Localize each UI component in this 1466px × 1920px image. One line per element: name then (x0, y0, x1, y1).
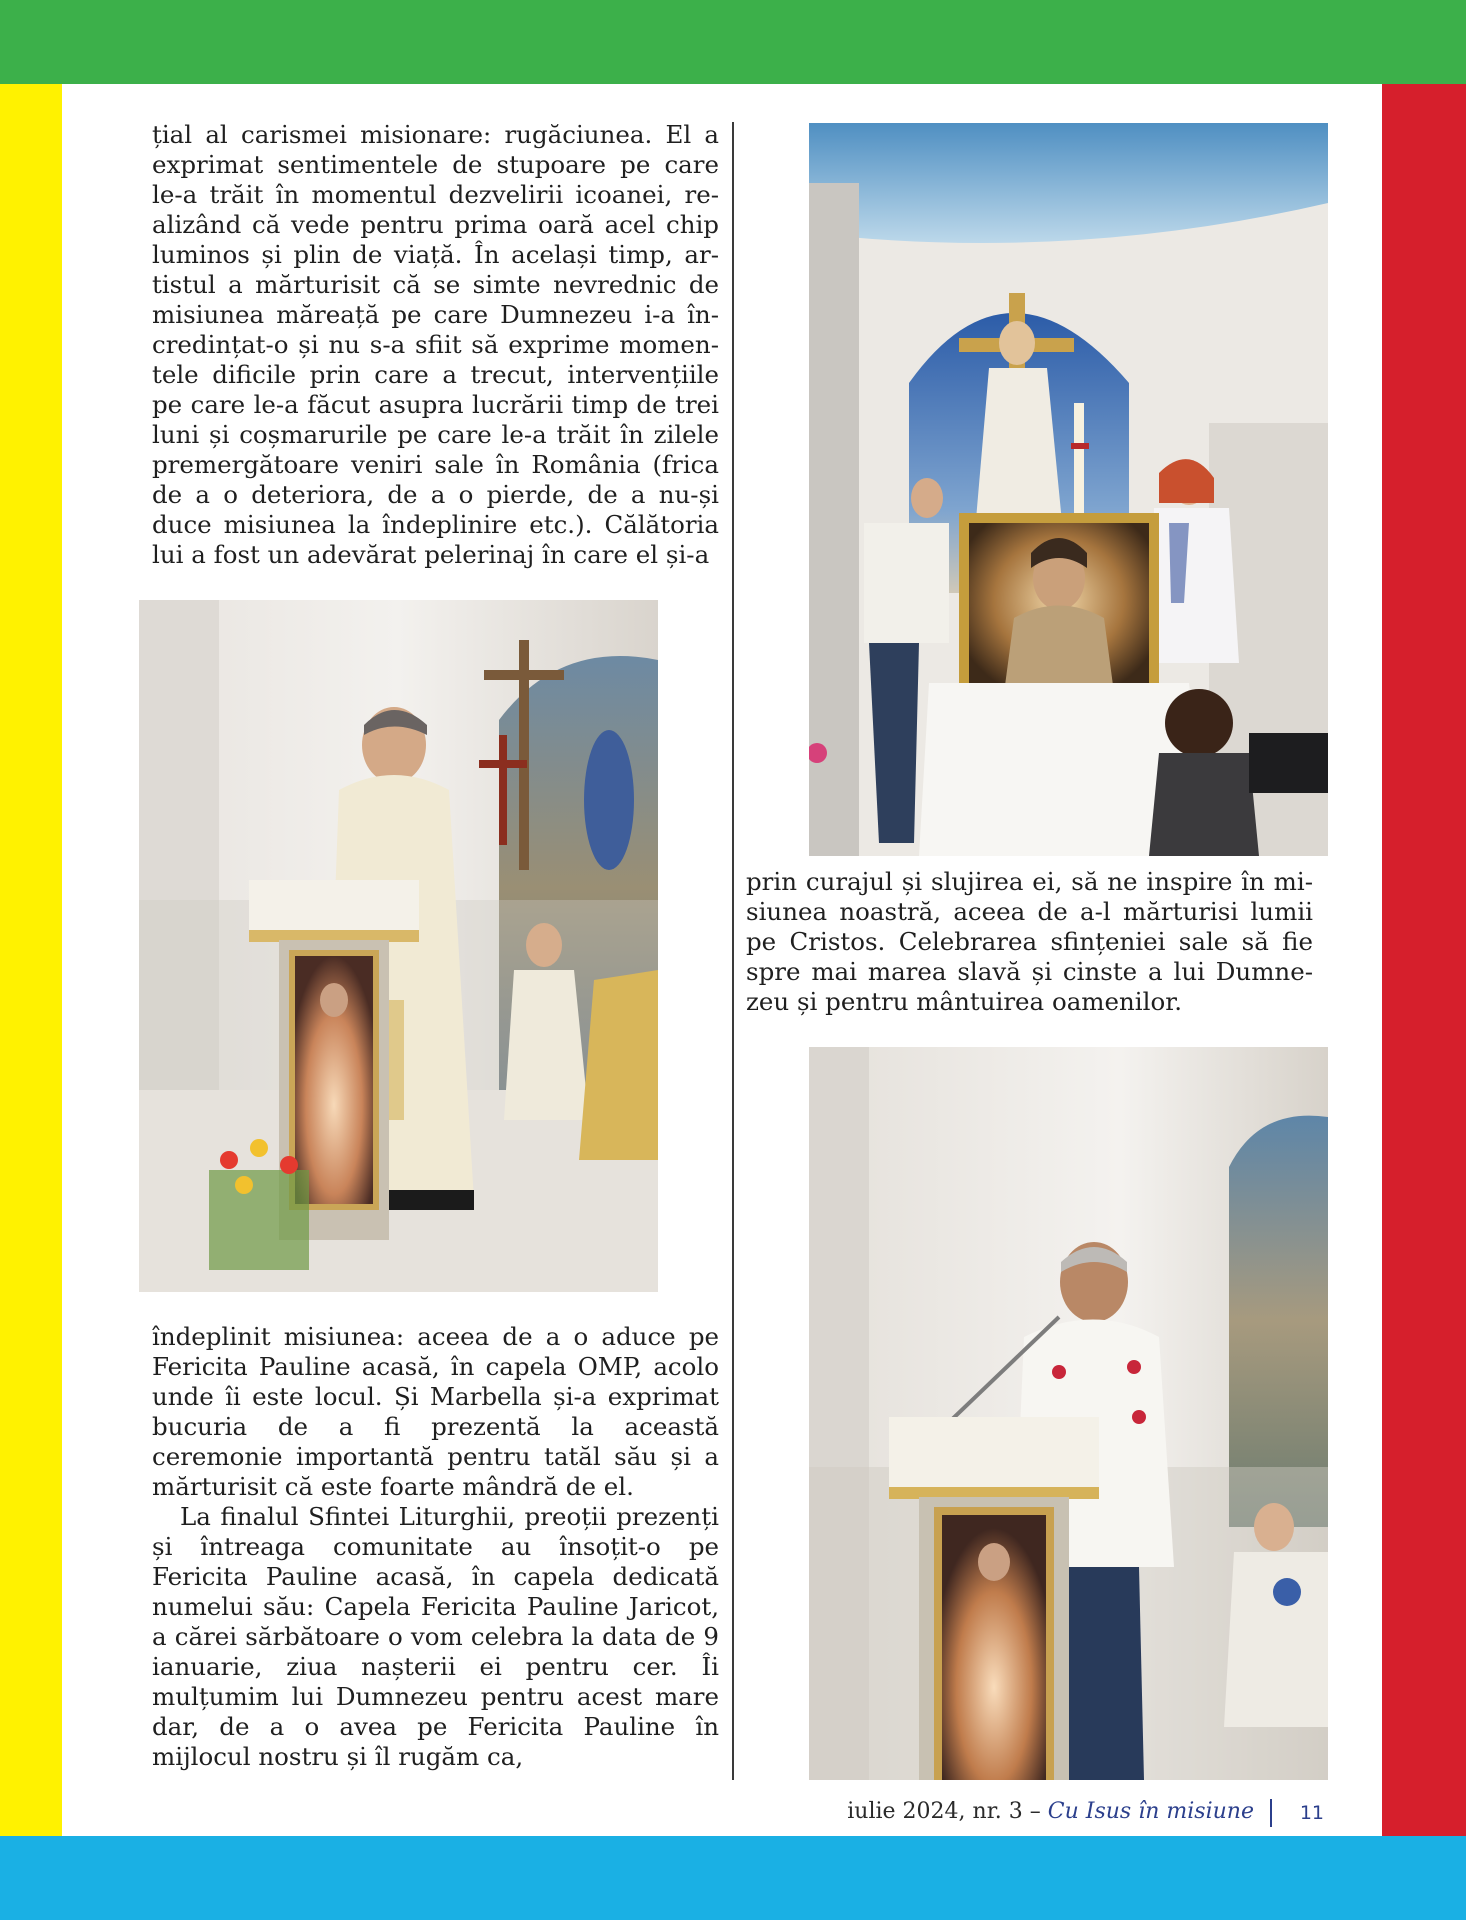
column-divider (732, 122, 734, 1780)
article-text-block-1 (152, 120, 719, 570)
article-text-block-2 (152, 1322, 719, 1772)
page-footer (780, 1797, 1326, 1831)
bottom-color-band (0, 1836, 1466, 1920)
paragraph: prin curajul și slujirea ei, să ne inspire în misiunea noastră, aceea de a-l mărturisi lumii pe Cristos. Celebrarea sfințeniei sale să fie spre mai marea slavă și cinste a lui Dumnezeu și pentru mântuirea oamenilor. (746, 867, 1313, 1016)
page-number: 11 (1299, 1802, 1324, 1824)
right-color-band (1382, 84, 1466, 1836)
paragraph: La finalul Sfintei Liturghii, preoții prezenți și întreaga comunitate au însoțit-o pe Fericita Pauline acasă, în capela dedicată numelui său: Capela Fericita Pauline Jaricot, a cărei sărbătoare o vom celebra la data de 9 ianuarie, ziua nașterii ei pentru cer. Îi mulțumim lui Dumnezeu pentru acest mare dar, de a o avea pe Fericita Pauline în mijlocul nostru și îl rugăm ca, (152, 1502, 719, 1771)
photo-priest-with-cross (139, 600, 658, 1292)
photo-icon-unveiling (809, 123, 1328, 856)
top-color-band (0, 0, 1466, 84)
paragraph: țial al carismei misionare: rugăciunea. El a exprimat sentimentele de stupoare pe care le-a trăit în momentul dezvelirii icoanei, realizând că vede pentru prima oară acel chip luminos și plin de viață. În același timp, artistul a mărturisit că se simte nevrednic de misiunea măreață pe care Dumnezeu i-a încredințat-o și nu s-a sfiit să exprime momentele dificile prin care a trecut, intervențiile pe care le-a făcut asupra lucrării timp de trei luni și coșmarurile pe care le-a trăit în zilele premergătoare veniri sale în România (frica de a o deteriora, de a o pierde, de a nu-și duce misiunea la îndeplinire etc.). Călătoria lui a fost un adevărat pelerinaj în care el și-a (152, 120, 719, 569)
article-text-block-3 (746, 867, 1313, 1017)
photo-speaker-at-ambo (809, 1047, 1328, 1780)
issue-line (847, 1797, 1254, 1827)
magazine-title: Cu Isus în misiune (1047, 1799, 1254, 1824)
left-color-band (0, 84, 62, 1836)
issue-label: iulie 2024, nr. 3 – (847, 1799, 1048, 1824)
footer-separator (1270, 1799, 1272, 1827)
paragraph: îndeplinit misiunea: aceea de a o aduce pe Fericita Pauline acasă, în capela OMP, acolo unde îi este locul. Și Marbella și-a exprimat bucuria de a fi prezentă la această ceremonie importantă pentru tatăl său și a mărturisit că este foarte mândră de el. (152, 1322, 719, 1501)
